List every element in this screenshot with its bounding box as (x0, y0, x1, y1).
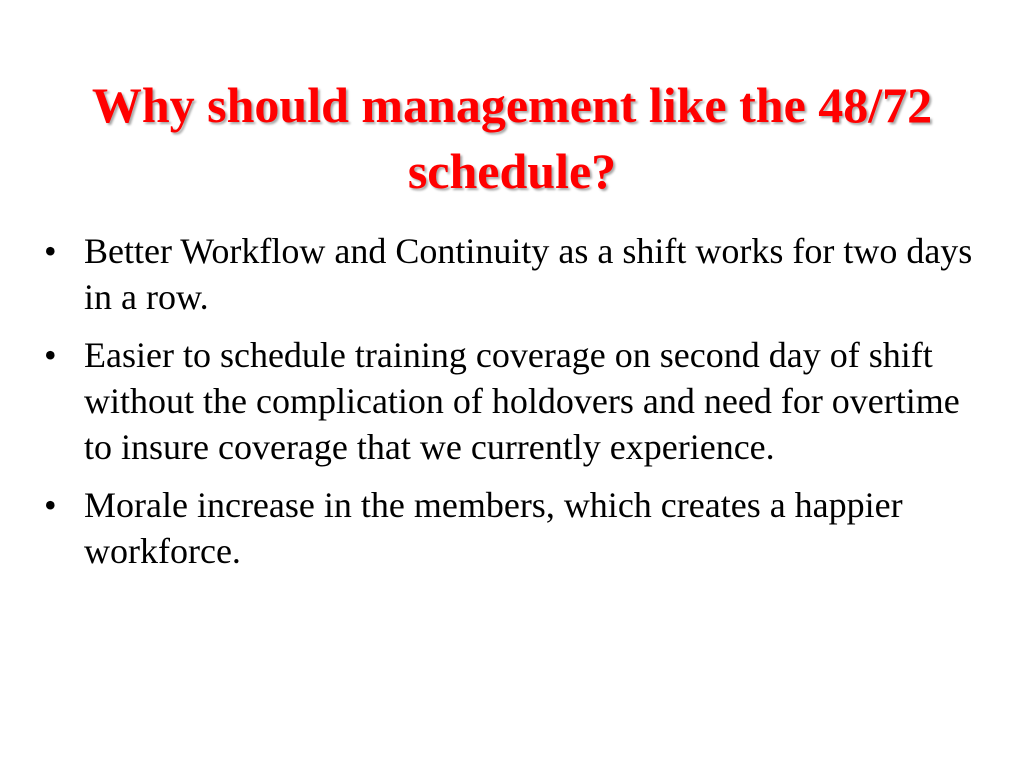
bullet-item (44, 482, 984, 574)
bullet-item (44, 332, 984, 470)
slide-title: Why should management like the 48/72 schedule? (91, 77, 933, 199)
bullet-marker: • (44, 485, 57, 525)
bullet-list (44, 228, 984, 586)
bullet-text: Easier to schedule training coverage on second day of shift without the complication of holdovers and need for overtime to insure coverage that we currently experience. (84, 335, 960, 467)
bullet-marker: • (44, 231, 57, 271)
bullet-text: Morale increase in the members, which creates a happier workforce. (84, 485, 903, 571)
bullet-text: Better Workflow and Continuity as a shift works for two days in a row. (84, 231, 973, 317)
bullet-item (44, 228, 984, 320)
bullet-marker: • (44, 335, 57, 375)
